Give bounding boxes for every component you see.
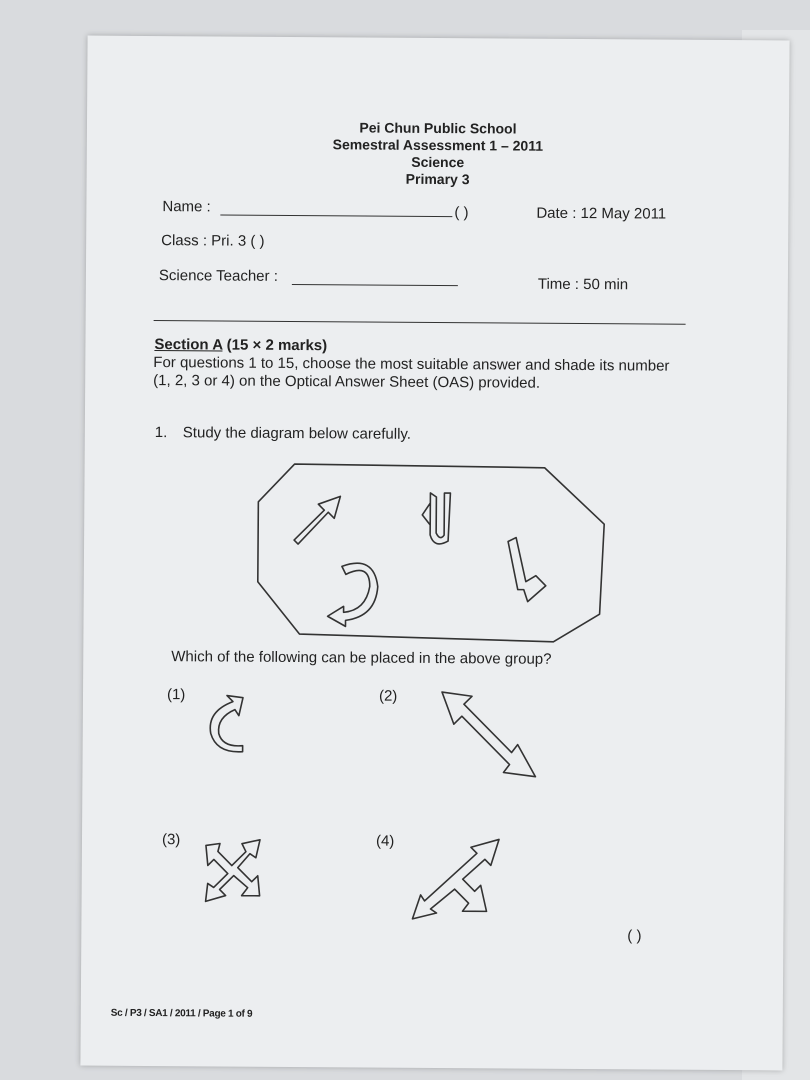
school-name: Pei Chun Public School — [359, 119, 517, 137]
section-title: Section A — [154, 336, 223, 354]
instructions-line-1: For questions 1 to 15, choose the most suitable answer and shade its number — [153, 354, 670, 375]
instructions-line-2: (1, 2, 3 or 4) on the Optical Answer Sheet (OAS) provided. — [153, 372, 541, 392]
bent-arrow-icon — [508, 538, 546, 602]
option-4-branching-arrow-icon — [406, 833, 507, 929]
subject: Science — [411, 153, 465, 171]
time: Time : 50 min — [537, 275, 629, 294]
level: Primary 3 — [405, 170, 470, 188]
curved-arrow-icon — [327, 563, 377, 627]
section-marks: (15 × 2 marks) — [226, 336, 328, 355]
question-ask: Which of the following can be placed in the above group? — [171, 648, 552, 668]
option-2-label[interactable]: (2) — [378, 687, 398, 705]
octagon-frame — [257, 464, 604, 642]
date: Date : 12 May 2011 — [536, 204, 667, 223]
register-number[interactable]: ( ) — [454, 204, 469, 222]
answer-bracket[interactable]: ( ) — [627, 927, 642, 945]
j-arrow-icon — [422, 493, 450, 544]
arrow-up-right-icon — [294, 496, 340, 544]
name-label: Name : — [162, 198, 211, 216]
question-number: 1. — [154, 424, 168, 442]
exam-page — [80, 36, 789, 1071]
page-footer: Sc / P3 / SA1 / 2011 / Page 1 of 9 — [110, 1007, 253, 1020]
option-1-curved-arrow-icon — [203, 691, 263, 761]
question-prompt: Study the diagram below carefully. — [182, 424, 412, 443]
option-4-label[interactable]: (4) — [375, 832, 395, 850]
teacher-label: Science Teacher : — [158, 267, 278, 285]
option-3-label[interactable]: (3) — [161, 831, 181, 849]
teacher-field[interactable] — [292, 284, 458, 286]
option-1-label[interactable]: (1) — [166, 686, 186, 704]
option-2-double-arrow-icon — [437, 688, 543, 784]
name-field[interactable] — [220, 214, 452, 217]
class-field[interactable]: Class : Pri. 3 ( ) — [161, 232, 265, 250]
divider — [154, 320, 686, 325]
exam-title: Semestral Assessment 1 – 2011 — [332, 136, 544, 154]
option-3-four-way-arrow-icon — [199, 831, 270, 911]
arrow-group-diagram — [253, 462, 606, 644]
